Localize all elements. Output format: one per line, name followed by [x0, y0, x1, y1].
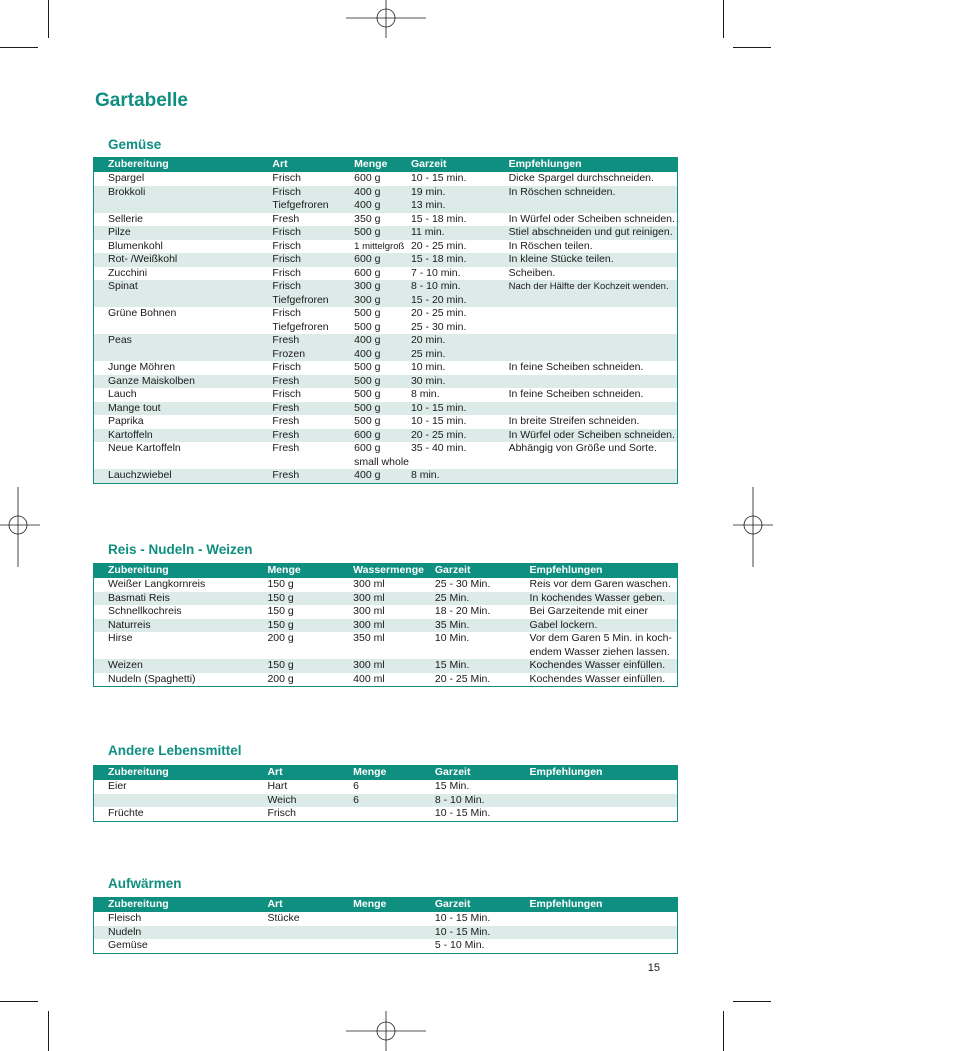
table-row [94, 280, 677, 307]
table-cell: Fleisch [108, 912, 142, 924]
table-cell: Schnellkochreis [108, 605, 182, 617]
table-cell: Fresh [272, 442, 300, 454]
table-cell: Basmati Reis [108, 591, 170, 604]
table-cell: 20 - 25 Min. [434, 672, 491, 685]
table-cell: Bei Garzeitende mit einer [529, 605, 649, 617]
table-cell: 6 [353, 780, 359, 792]
table-row [94, 361, 677, 375]
table-cell: 600 g [354, 266, 381, 279]
table-cell: 600 g [354, 172, 381, 184]
table-cell: 15 Min. [434, 659, 470, 671]
table-cell: Fresh [272, 469, 300, 481]
table-cell: 600 g [354, 253, 381, 265]
column-header: Menge [353, 766, 387, 779]
table-header [94, 564, 677, 578]
table-row [94, 632, 677, 659]
crop-mark [733, 1001, 771, 1002]
table-header [94, 898, 677, 912]
column-header: Wassermenge [353, 564, 424, 577]
page-title: Gartabelle [95, 90, 188, 111]
table-cell: Abhängig von Größe und Sorte. [508, 442, 657, 454]
table-cell: Vor dem Garen 5 Min. in koch- endem Wasser ziehen lassen. [529, 632, 672, 658]
table-cell: Peas [108, 334, 132, 346]
table-row [94, 240, 677, 254]
table-row [94, 659, 677, 673]
column-header: Garzeit [410, 158, 447, 171]
table-cell: 10 min. [410, 361, 446, 373]
table-cell: 11 min. [410, 226, 445, 238]
column-header: Garzeit [434, 564, 471, 577]
table-row [94, 673, 677, 687]
table-cell: 150 g [267, 659, 294, 671]
table-cell: Fresh [272, 374, 300, 387]
table-cell: Naturreis [108, 618, 151, 631]
table-cell: Nach der Hälfte der Kochzeit wenden. [508, 281, 669, 292]
table-cell [353, 807, 435, 821]
table-row [94, 186, 677, 213]
table-cell [267, 939, 353, 953]
table-row [94, 267, 677, 281]
table-cell: 35 - 40 min. [410, 442, 467, 454]
crop-mark [0, 47, 38, 48]
table-cell: 500 g 500 g [354, 307, 381, 333]
column-header: Art [272, 158, 288, 171]
table-cell: Grüne Bohnen [108, 307, 177, 319]
table-cell: Spinat [108, 280, 138, 292]
column-header: Empfehlungen [529, 898, 603, 911]
table-cell: 500 g [354, 361, 381, 373]
table-cell: Frisch Tiefgefroren [272, 280, 329, 306]
table-cell: Frisch [267, 807, 297, 819]
table-cell: 300 ml [353, 618, 385, 631]
table-cell: 400 ml [353, 672, 385, 685]
section-title-gemuese: Gemüse [108, 137, 162, 152]
table-cell: 500 g [354, 401, 381, 414]
table-row [94, 172, 677, 186]
table-cell: In feine Scheiben schneiden. [508, 361, 644, 373]
table-cell: 300 g 300 g [354, 280, 381, 306]
table-header [94, 158, 677, 172]
table-cell: In kleine Stücke teilen. [508, 253, 614, 265]
table-cell: Gemüse [108, 939, 148, 951]
table-row [94, 592, 677, 606]
table-row [94, 912, 677, 926]
table-cell: Lauch [108, 388, 137, 400]
table-cell: Rot- /Weißkohl [108, 253, 178, 265]
table-cell: Sellerie [108, 212, 144, 225]
table-cell: Dicke Spargel durchschneiden. [508, 172, 654, 184]
table-cell [509, 469, 677, 483]
table-cell: 10 - 15 Min. [434, 925, 491, 938]
table-cell: Fresh [272, 415, 300, 427]
table-cell: In breite Streifen schneiden. [508, 415, 640, 427]
table-cell: 150 g [267, 591, 294, 604]
table-cell: 150 g [267, 578, 294, 590]
column-header: Zubereitung [108, 898, 169, 911]
table-cell: Eier [108, 780, 127, 792]
table-cell: Kochendes Wasser einfüllen. [529, 672, 666, 685]
table-cell: 15 - 18 min. [410, 253, 467, 265]
aufwaermen-table [93, 897, 678, 954]
table-cell: 10 - 15 Min. [434, 912, 491, 924]
table-row [94, 939, 677, 953]
table-cell: In Röschen schneiden. [508, 185, 616, 198]
table-cell [530, 794, 677, 808]
table-cell [353, 912, 435, 926]
table-cell: Ganze Maiskolben [108, 374, 195, 387]
table-cell: Reis vor dem Garen waschen. [529, 578, 671, 590]
table-cell: Fresh [272, 428, 300, 441]
table-cell: Frisch [272, 361, 302, 373]
table-cell [353, 926, 435, 940]
table-cell: Hirse [108, 632, 133, 644]
table-cell: 500 g [354, 374, 381, 387]
table-cell: 400 g 400 g [354, 185, 381, 211]
table-cell: Frisch [272, 266, 302, 279]
table-cell: 600 g small whole [354, 442, 409, 468]
table-row [94, 780, 677, 794]
table-cell: 20 min. 25 min. [410, 334, 446, 360]
table-cell: 10 - 15 Min. [434, 807, 491, 819]
table-row [94, 402, 677, 416]
table-cell: Gabel lockern. [529, 618, 598, 631]
table-cell: 600 g [354, 428, 381, 441]
table-row [94, 926, 677, 940]
table-cell: In kochendes Wasser geben. [529, 591, 666, 604]
table-cell: Nudeln (Spaghetti) [108, 672, 196, 685]
table-cell: 25 - 30 Min. [434, 578, 491, 590]
table-cell: 500 g [354, 226, 381, 238]
table-cell: Neue Kartoffeln [108, 442, 181, 454]
table-row [94, 388, 677, 402]
column-header: Art [267, 766, 283, 779]
table-cell [530, 780, 677, 794]
table-cell: Fresh [272, 401, 300, 414]
section-title-andere-lebensmittel: Andere Lebensmittel [108, 743, 242, 758]
table-cell: 10 - 15 min. [410, 172, 467, 184]
registration-mark-icon [0, 487, 40, 567]
table-cell: 15 Min. [434, 780, 470, 792]
table-cell: 35 Min. [434, 618, 470, 631]
table-cell: 350 ml [353, 632, 385, 644]
table-cell: 300 ml [353, 605, 385, 617]
table-row [94, 442, 677, 469]
table-cell: 20 - 25 min. 25 - 30 min. [410, 307, 467, 333]
table-cell: 10 Min. [434, 632, 470, 644]
column-header: Zubereitung [108, 564, 169, 577]
column-header: Art [267, 898, 283, 911]
crop-mark [48, 1011, 49, 1051]
page-number: 15 [647, 962, 660, 974]
table-cell: 5 - 10 Min. [434, 939, 485, 951]
table-cell: Frisch Tiefgefroren [272, 185, 329, 211]
table-cell [94, 794, 267, 808]
table-cell [267, 926, 353, 940]
table-cell: Weich [267, 793, 297, 806]
crop-mark [0, 1001, 38, 1002]
table-cell [509, 307, 677, 334]
table-row [94, 415, 677, 429]
table-cell: Frisch [272, 388, 302, 400]
section-title-reis-nudeln-weizen: Reis - Nudeln - Weizen [108, 542, 253, 557]
table-row [94, 375, 677, 389]
table-cell: Fresh [272, 212, 300, 225]
table-cell: Früchte [108, 807, 144, 819]
table-cell: 10 - 15 min. [410, 415, 467, 427]
column-header: Empfehlungen [529, 564, 603, 577]
registration-mark-icon [733, 487, 773, 567]
table-cell: 200 g [267, 672, 294, 685]
table-cell: Hart [267, 780, 288, 792]
andere-lebensmittel-table [93, 765, 678, 822]
table-row [94, 429, 677, 443]
table-cell: Mange tout [108, 401, 161, 414]
table-cell: 15 - 18 min. [410, 212, 467, 225]
table-cell: 150 g [267, 605, 294, 617]
registration-mark-icon [346, 0, 426, 40]
table-cell: 150 g [267, 618, 294, 631]
section-title-aufwaermen: Aufwärmen [108, 876, 182, 891]
column-header: Menge [353, 898, 387, 911]
table-cell: Frisch Tiefgefroren [272, 307, 329, 333]
column-header: Menge [354, 158, 388, 171]
table-cell: Stücke [267, 912, 300, 924]
column-header: Empfehlungen [529, 766, 603, 779]
table-cell: In feine Scheiben schneiden. [508, 388, 644, 400]
table-cell [509, 375, 677, 389]
table-cell: Nudeln [108, 925, 142, 938]
table-cell [530, 912, 677, 926]
table-cell: Brokkoli [108, 185, 146, 198]
column-header: Garzeit [434, 898, 471, 911]
table-cell: Frisch [272, 239, 302, 252]
table-cell: 400 g 400 g [354, 334, 381, 360]
table-cell: Frisch [272, 226, 302, 238]
table-cell: 350 g [354, 212, 381, 225]
table-cell: Weizen [108, 659, 143, 671]
table-cell: 500 g [354, 388, 381, 400]
table-cell: Kochendes Wasser einfüllen. [529, 659, 666, 671]
column-header: Empfehlungen [508, 158, 582, 171]
table-cell: Fresh Frozen [272, 334, 306, 360]
table-cell: 1 mittelgroß [354, 240, 405, 252]
gemuese-table [93, 157, 678, 484]
reis-nudeln-table [93, 563, 678, 687]
table-row [94, 253, 677, 267]
table-cell: 8 - 10 Min. [434, 793, 485, 806]
table-cell: Scheiben. [508, 266, 556, 279]
table-cell: 20 - 25 min. [410, 239, 467, 252]
table-cell [509, 334, 677, 361]
table-cell: 500 g [354, 415, 381, 427]
table-row [94, 213, 677, 227]
table-cell: Weißer Langkornreis [108, 578, 206, 590]
table-row [94, 605, 677, 619]
crop-mark [733, 47, 771, 48]
table-cell: Frisch [272, 172, 302, 184]
table-cell: 400 g [354, 469, 381, 481]
table-cell [530, 926, 677, 940]
table-row [94, 307, 677, 334]
table-cell: Spargel [108, 172, 145, 184]
table-cell: Lauchzwiebel [108, 469, 172, 481]
table-cell: 300 ml [353, 578, 385, 590]
table-cell: 200 g [267, 632, 294, 644]
registration-mark-icon [346, 1011, 426, 1051]
column-header: Garzeit [434, 766, 471, 779]
table-cell: Paprika [108, 415, 144, 427]
table-cell: In Röschen teilen. [508, 239, 593, 252]
crop-mark [48, 0, 49, 38]
table-cell: 8 min. [410, 469, 440, 481]
table-cell [530, 939, 677, 953]
table-cell: 8 - 10 min. 15 - 20 min. [410, 280, 467, 306]
column-header: Zubereitung [108, 766, 169, 779]
column-header: Zubereitung [108, 158, 169, 171]
column-header: Menge [267, 564, 301, 577]
table-row [94, 578, 677, 592]
table-cell: 25 Min. [434, 591, 470, 604]
crop-mark [723, 0, 724, 38]
table-header [94, 766, 677, 780]
table-cell: Blumenkohl [108, 239, 163, 252]
table-cell: Zucchini [108, 266, 148, 279]
table-row [94, 334, 677, 361]
table-cell: 10 - 15 min. [410, 401, 467, 414]
table-cell: Pilze [108, 226, 131, 238]
table-cell: Junge Möhren [108, 361, 176, 373]
table-row [94, 794, 677, 808]
table-cell: 300 ml [353, 591, 385, 604]
table-cell: 30 min. [410, 374, 446, 387]
crop-mark [723, 1011, 724, 1051]
table-cell [509, 402, 677, 416]
table-cell: In Würfel oder Scheiben schneiden. [508, 212, 675, 225]
table-cell: 8 min. [410, 388, 440, 400]
table-row [94, 469, 677, 483]
table-cell [530, 807, 677, 821]
table-row [94, 226, 677, 240]
table-cell: 18 - 20 Min. [434, 605, 491, 617]
table-cell: 7 - 10 min. [410, 266, 461, 279]
table-cell: 19 min. 13 min. [410, 185, 446, 211]
table-cell: 300 ml [353, 659, 385, 671]
table-cell [353, 939, 435, 953]
table-cell: 20 - 25 min. [410, 428, 467, 441]
table-cell: Stiel abschneiden und gut reinigen. [508, 226, 673, 238]
table-cell: Frisch [272, 253, 302, 265]
table-row [94, 807, 677, 821]
table-row [94, 619, 677, 633]
table-cell: Kartoffeln [108, 428, 153, 441]
table-cell: In Würfel oder Scheiben schneiden. [508, 428, 675, 441]
table-cell: 6 [353, 793, 359, 806]
